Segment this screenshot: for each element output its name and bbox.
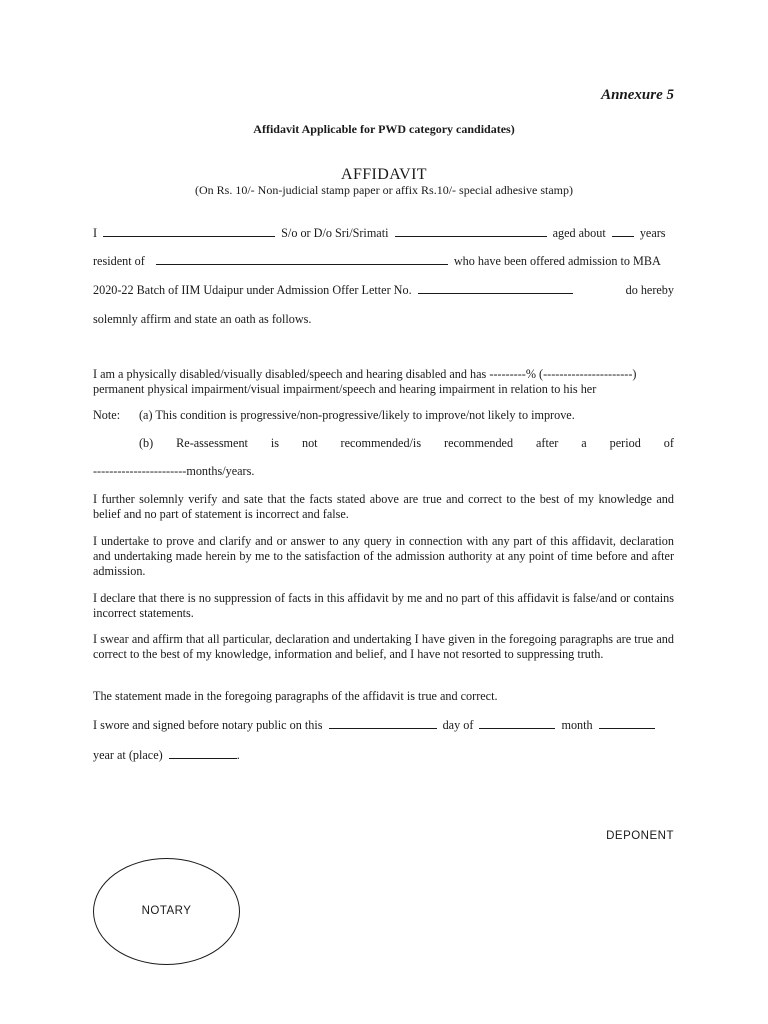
sworn-line: I swore and signed before notary public on this day of month — [93, 718, 674, 733]
notary-seal-circle — [93, 858, 240, 965]
paragraph-verify: I further solemnly verify and sate that the facts stated above are true and correct to the best of my knowledge and belief and no part of statement is incorrect and false. — [93, 492, 674, 521]
paragraph-declare: I declare that there is no suppression of facts in this affidavit by me and no part of this affidavit is false/and or contains incorrect statements. — [93, 591, 674, 620]
document-subtitle: Affidavit Applicable for PWD category candidates) — [253, 122, 515, 136]
paragraph-undertake: I undertake to prove and clarify and or answer to any query in connection with any part of this affidavit, declaration and undertaking made herein by me to the satisfaction of the admission authority at any point of time before and after admission. — [93, 534, 674, 578]
parent-name-blank[interactable] — [395, 226, 547, 237]
note-b-continued: -----------------------months/years. — [93, 464, 255, 478]
note-label: Note: — [93, 408, 121, 422]
document-title: AFFIDAVIT — [341, 166, 427, 183]
place-line: year at (place) . — [93, 748, 240, 762]
paragraph-swear: I swear and affirm that all particular, declaration and undertaking I have given in the foregoing paragraphs are true and correct to the best of my knowledge, information and belief, and I have not resorted to suppressing truth. — [93, 632, 674, 661]
place-blank[interactable] — [169, 748, 237, 759]
intro-line-residence: resident of who have been offered admission to MBA — [93, 254, 661, 268]
offer-letter-blank[interactable] — [418, 283, 573, 294]
disability-statement: I am a physically disabled/visually disabled/speech and hearing disabled and has ---------% (----------------------) permanent physical impairment/visual impairment/speech and hearing impairment in relation to his her — [93, 367, 637, 396]
notary-label: NOTARY — [141, 905, 192, 917]
year-blank[interactable] — [599, 718, 655, 729]
name-blank[interactable] — [103, 226, 275, 237]
stamp-note: (On Rs. 10/- Non-judicial stamp paper or affix Rs.10/- special adhesive stamp) — [194, 183, 574, 197]
month-blank[interactable] — [479, 718, 555, 729]
paragraph-statement: The statement made in the foregoing paragraphs of the affidavit is true and correct. — [93, 689, 498, 703]
residence-blank[interactable] — [156, 254, 448, 265]
deponent-label: DEPONENT — [606, 830, 674, 842]
day-blank[interactable] — [329, 718, 437, 729]
note-b: (b) Re-assessment is not recommended/is recommended after a period of — [139, 436, 674, 450]
annexure-label: Annexure 5 — [601, 87, 674, 103]
intro-line-name: I S/o or D/o Sri/Srimati aged about years — [93, 226, 666, 240]
affirm-line: solemnly affirm and state an oath as follows. — [93, 312, 312, 326]
intro-line-batch: 2020-22 Batch of IIM Udaipur under Admission Offer Letter No. do hereby — [93, 283, 674, 297]
note-a: Note: (a) This condition is progressive/non-progressive/likely to improve/not likely to improve. — [93, 408, 575, 422]
age-blank[interactable] — [612, 226, 634, 237]
